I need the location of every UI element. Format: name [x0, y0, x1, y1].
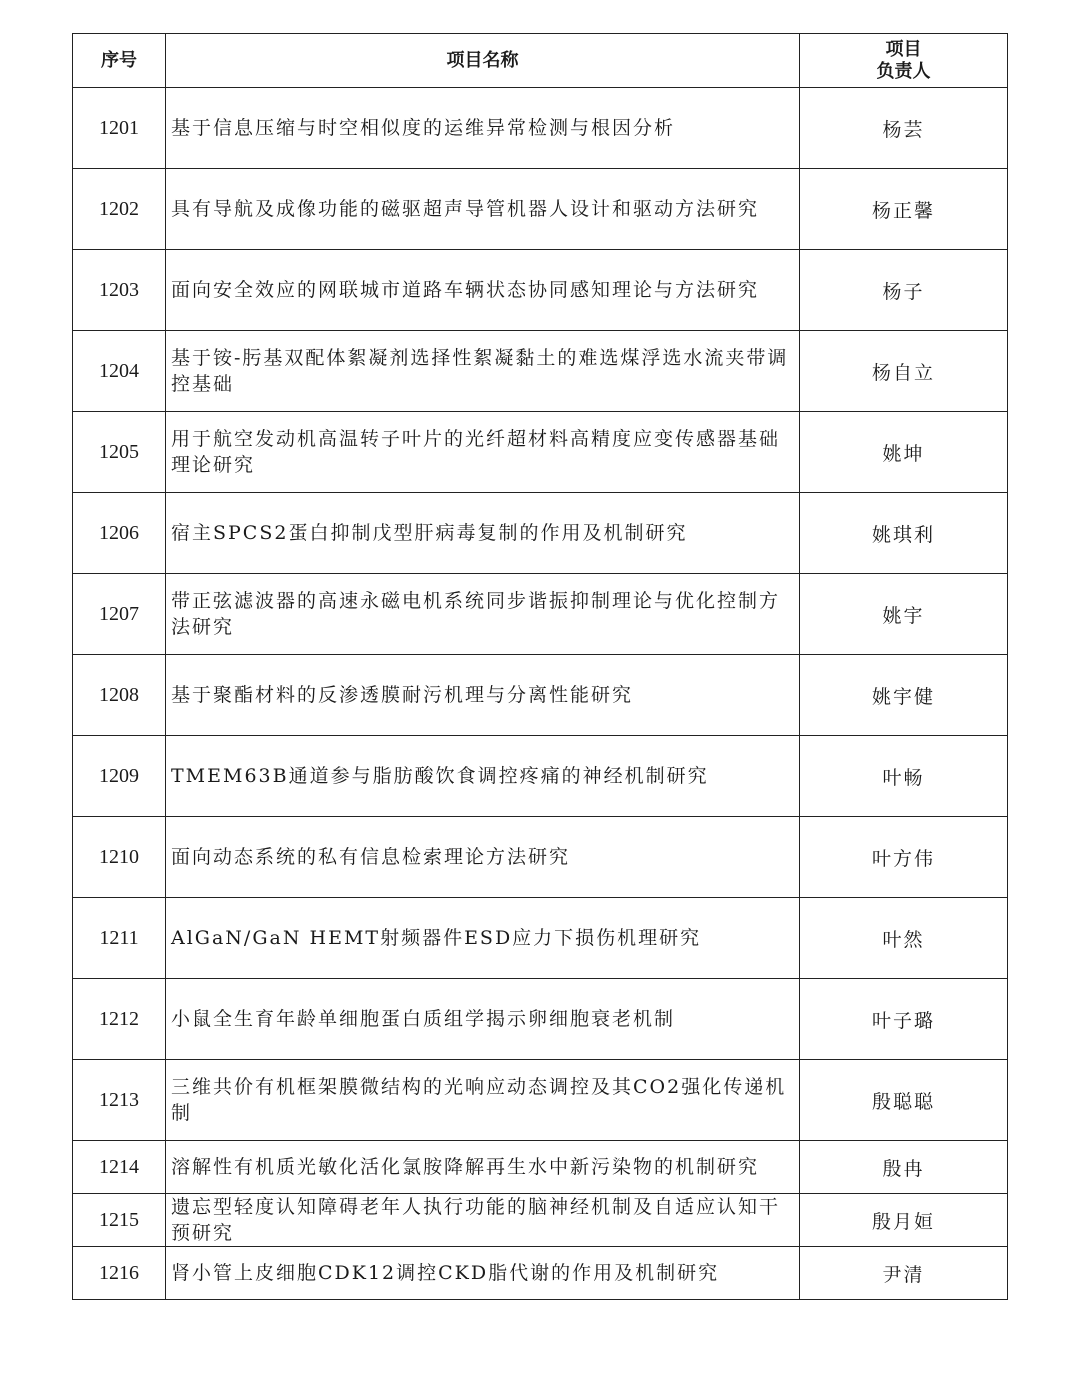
serial-number-cell: 1209 — [73, 736, 166, 817]
table-row — [73, 979, 1008, 1060]
project-name-cell: 面向动态系统的私有信息检索理论方法研究 — [166, 817, 800, 898]
table-row — [73, 898, 1008, 979]
project-manager-cell: 叶畅 — [800, 736, 1008, 817]
serial-number-cell: 1211 — [73, 898, 166, 979]
table-row — [73, 1141, 1008, 1194]
project-manager-cell: 杨芸 — [800, 88, 1008, 169]
serial-number-cell: 1205 — [73, 412, 166, 493]
header-project-manager: 项目 负责人 — [800, 34, 1008, 88]
serial-number-cell: 1202 — [73, 169, 166, 250]
table-row — [73, 1247, 1008, 1300]
project-name-cell: 三维共价有机框架膜微结构的光响应动态调控及其CO2强化传递机制 — [166, 1060, 800, 1141]
project-name-cell: 基于信息压缩与时空相似度的运维异常检测与根因分析 — [166, 88, 800, 169]
table-row — [73, 736, 1008, 817]
project-manager-cell: 姚宇 — [800, 574, 1008, 655]
serial-number-cell: 1204 — [73, 331, 166, 412]
project-name-cell: 基于聚酯材料的反渗透膜耐污机理与分离性能研究 — [166, 655, 800, 736]
project-manager-cell: 杨自立 — [800, 331, 1008, 412]
header-serial-number: 序号 — [73, 34, 166, 88]
table-row — [73, 1194, 1008, 1247]
table-header-row — [73, 34, 1008, 88]
project-manager-cell: 叶方伟 — [800, 817, 1008, 898]
serial-number-cell: 1203 — [73, 250, 166, 331]
project-manager-cell: 姚宇健 — [800, 655, 1008, 736]
table-row — [73, 331, 1008, 412]
project-name-cell: 肾小管上皮细胞CDK12调控CKD脂代谢的作用及机制研究 — [166, 1247, 800, 1300]
serial-number-cell: 1212 — [73, 979, 166, 1060]
table-row — [73, 412, 1008, 493]
project-name-cell: 面向安全效应的网联城市道路车辆状态协同感知理论与方法研究 — [166, 250, 800, 331]
table-row — [73, 88, 1008, 169]
project-manager-cell: 殷月姮 — [800, 1194, 1008, 1247]
table-row — [73, 169, 1008, 250]
table-row — [73, 655, 1008, 736]
project-manager-cell: 姚坤 — [800, 412, 1008, 493]
serial-number-cell: 1207 — [73, 574, 166, 655]
table-row — [73, 574, 1008, 655]
serial-number-cell: 1206 — [73, 493, 166, 574]
serial-number-cell: 1201 — [73, 88, 166, 169]
serial-number-cell: 1215 — [73, 1194, 166, 1247]
project-list-table — [72, 33, 1008, 1300]
project-manager-cell: 叶然 — [800, 898, 1008, 979]
table-row — [73, 1060, 1008, 1141]
serial-number-cell: 1213 — [73, 1060, 166, 1141]
table-row — [73, 250, 1008, 331]
project-manager-cell: 尹清 — [800, 1247, 1008, 1300]
project-manager-cell: 杨子 — [800, 250, 1008, 331]
project-name-cell: 宿主SPCS2蛋白抑制戊型肝病毒复制的作用及机制研究 — [166, 493, 800, 574]
serial-number-cell: 1214 — [73, 1141, 166, 1194]
project-manager-cell: 殷冉 — [800, 1141, 1008, 1194]
project-name-cell: 具有导航及成像功能的磁驱超声导管机器人设计和驱动方法研究 — [166, 169, 800, 250]
table-row — [73, 493, 1008, 574]
project-manager-cell: 姚琪利 — [800, 493, 1008, 574]
project-name-cell: AlGaN/GaN HEMT射频器件ESD应力下损伤机理研究 — [166, 898, 800, 979]
header-project-name: 项目名称 — [166, 34, 800, 88]
project-name-cell: 遗忘型轻度认知障碍老年人执行功能的脑神经机制及自适应认知干预研究 — [166, 1194, 800, 1247]
project-manager-cell: 杨正馨 — [800, 169, 1008, 250]
serial-number-cell: 1208 — [73, 655, 166, 736]
project-name-cell: 带正弦滤波器的高速永磁电机系统同步谐振抑制理论与优化控制方法研究 — [166, 574, 800, 655]
project-name-cell: 基于铵-肟基双配体絮凝剂选择性絮凝黏土的难选煤浮选水流夹带调控基础 — [166, 331, 800, 412]
table-row — [73, 817, 1008, 898]
project-name-cell: TMEM63B通道参与脂肪酸饮食调控疼痛的神经机制研究 — [166, 736, 800, 817]
project-manager-cell: 叶子璐 — [800, 979, 1008, 1060]
project-manager-cell: 殷聪聪 — [800, 1060, 1008, 1141]
serial-number-cell: 1216 — [73, 1247, 166, 1300]
project-name-cell: 小鼠全生育年龄单细胞蛋白质组学揭示卵细胞衰老机制 — [166, 979, 800, 1060]
project-name-cell: 溶解性有机质光敏化活化氯胺降解再生水中新污染物的机制研究 — [166, 1141, 800, 1194]
serial-number-cell: 1210 — [73, 817, 166, 898]
project-name-cell: 用于航空发动机高温转子叶片的光纤超材料高精度应变传感器基础理论研究 — [166, 412, 800, 493]
